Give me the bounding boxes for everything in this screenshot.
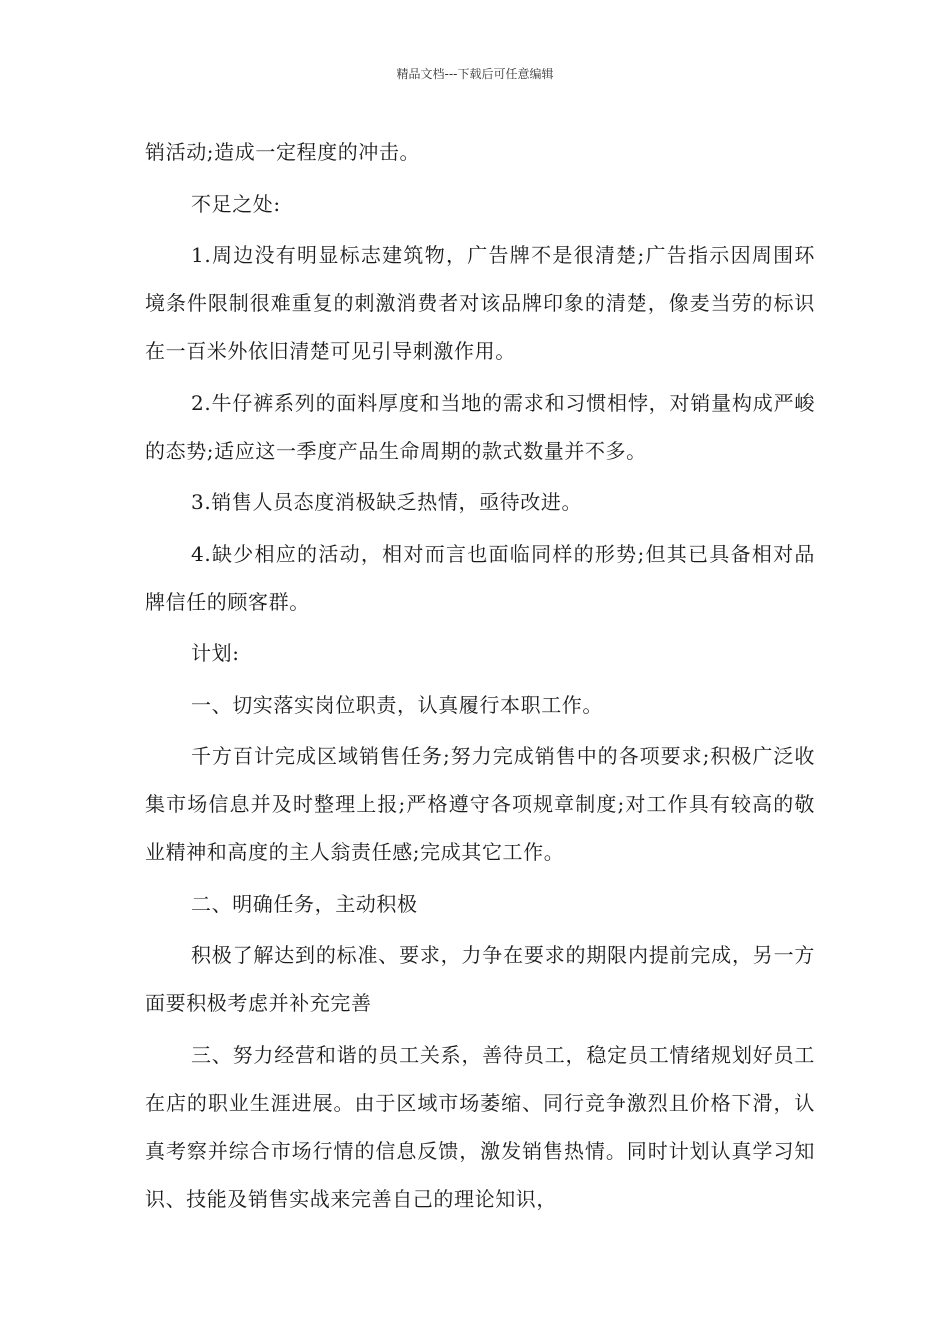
- paragraph-continuation: 销活动;造成一定程度的冲击。: [145, 140, 421, 164]
- paragraph-shortcoming-3: 3.销售人员态度消极缺乏热情，亟待改进。: [191, 490, 583, 514]
- paragraph-shortcoming-2: 2.牛仔裤系列的面料厚度和当地的需求和习惯相悖，对销量构成严峻的态势;适应这一季度产品生命周期的款式数量并不多。: [145, 390, 815, 463]
- paragraph-shortcoming-4: 4.缺少相应的活动，相对而言也面临同样的形势;但其已具备相对品牌信任的顾客群。: [145, 541, 815, 614]
- heading-plan: 计划:: [191, 641, 240, 665]
- plan-item-1-body: 千方百计完成区域销售任务;努力完成销售中的各项要求;积极广泛收集市场信息并及时整理上报;严格遵守各项规章制度;对工作具有较高的敬业精神和高度的主人翁责任感;完成其它工作。: [145, 744, 815, 864]
- document-body: [145, 128, 815, 1226]
- plan-item-2-body: 积极了解达到的标准、要求，力争在要求的期限内提前完成，另一方面要积极考虑并补充完善: [145, 943, 815, 1015]
- plan-item-2-heading: 二、明确任务，主动积极: [191, 891, 418, 916]
- paragraph-shortcoming-1: 1.周边没有明显标志建筑物，广告牌不是很清楚;广告指示因周围环境条件限制很难重复的刺激消费者对该品牌印象的清楚，像麦当劳的标识在一百米外依旧清楚可见引导刺激作用。: [145, 243, 815, 363]
- plan-item-3-body: 三、努力经营和谐的员工关系，善待员工，稳定员工情绪规划好员工在店的职业生涯进展。由于区域市场萎缩、同行竞争激烈且价格下滑，认真考察并综合市场行情的信息反馈，激发销售热情。同时计划认真学习知识、技能及销售实战来完善自己的理论知识，: [145, 1042, 815, 1211]
- plan-item-1-heading: 一、切实落实岗位职责，认真履行本职工作。: [191, 692, 603, 717]
- heading-shortcomings: 不足之处:: [191, 191, 281, 216]
- page-header: 精品文档---下载后可任意编辑: [396, 67, 554, 81]
